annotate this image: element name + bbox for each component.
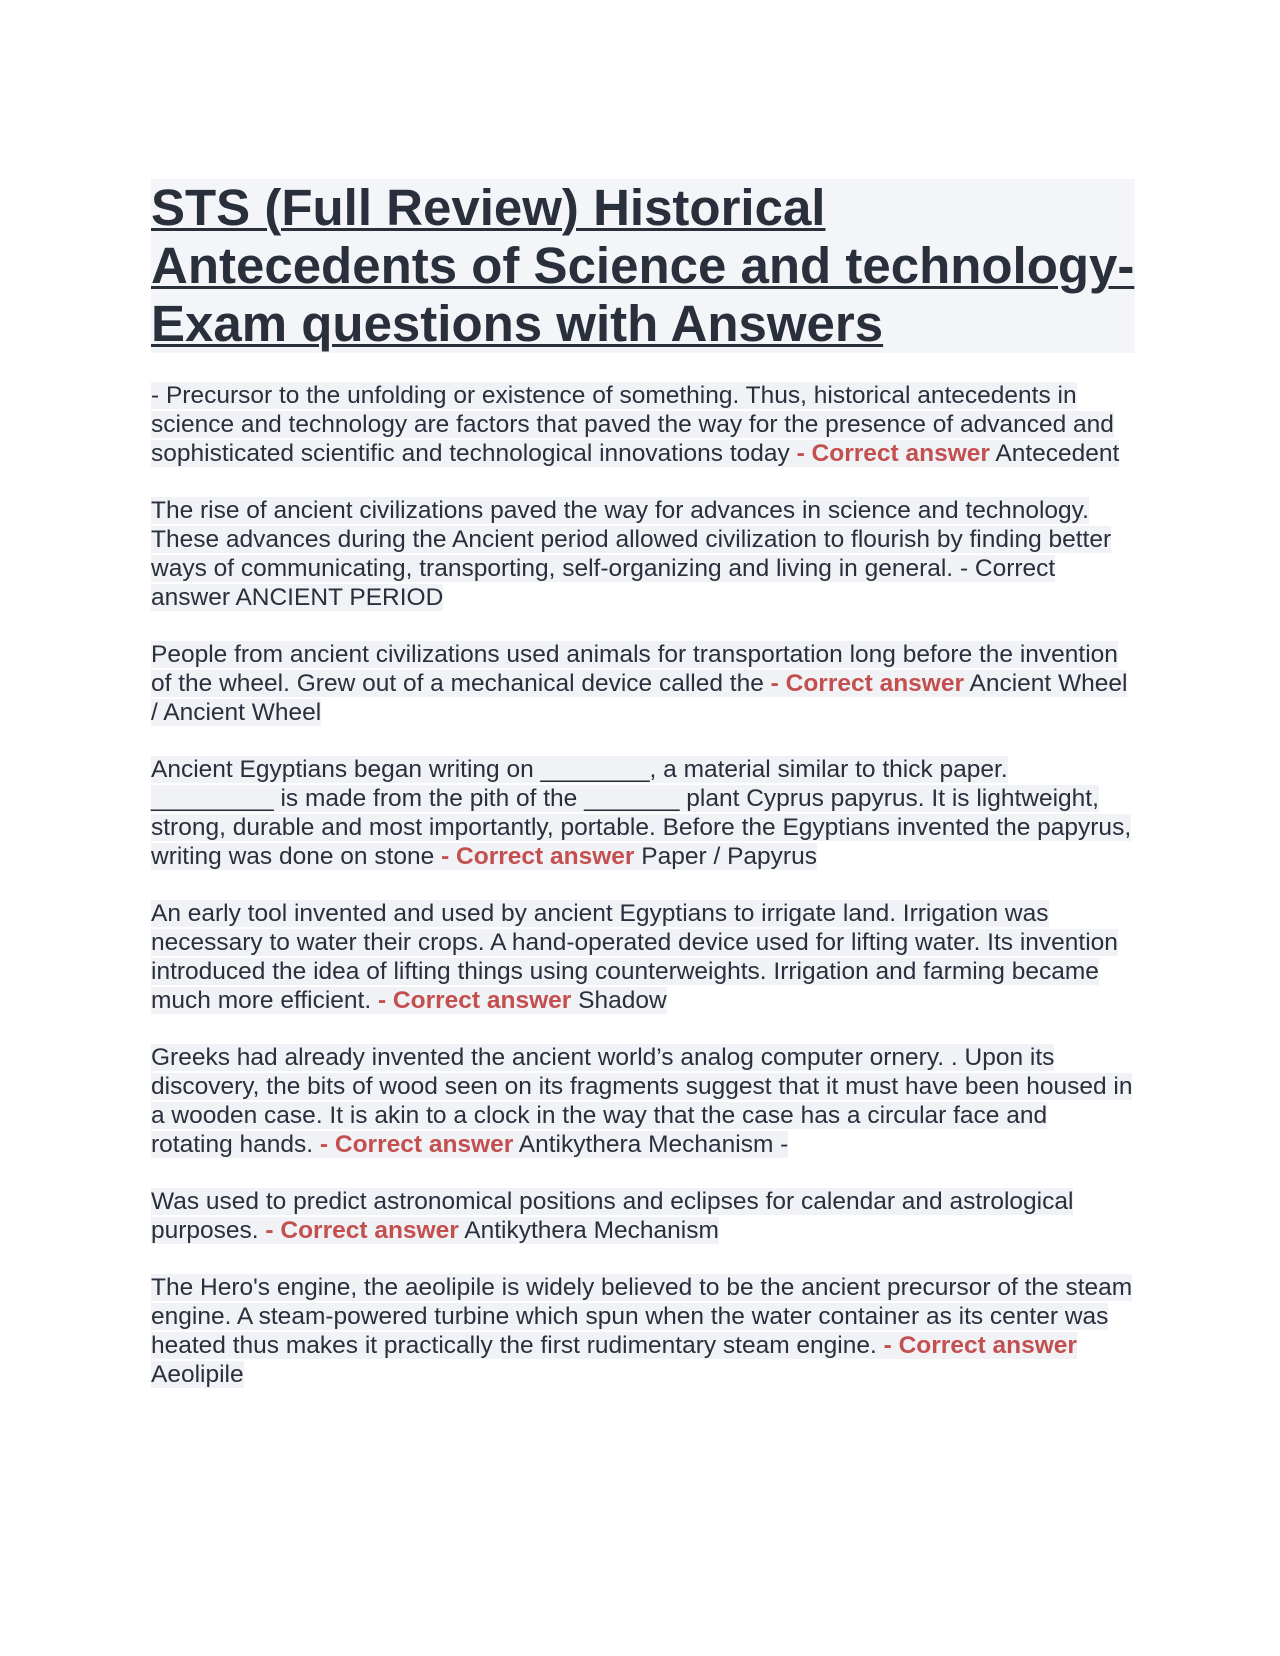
qa-item-7 — [151, 1187, 1135, 1245]
question-text: Ancient Egyptians began writing on ________, a material similar to thick paper. _________ is made from the pith of the _______ plant Cyprus papyrus. It is lightweight, strong, durable and most importantly, portable. Before the Egyptians invented the papyrus, writing was done on stone — [151, 756, 1132, 870]
correct-answer-label: - Correct answer — [796, 440, 990, 467]
question-text: An early tool invented and used by ancient Egyptians to irrigate land. Irrigation was necessary to water their crops. A hand-operated device used for lifting water. Its invention introduced the idea of lifting things using counterweights. Irrigation and farming became much more efficient. — [151, 900, 1118, 1014]
question-text: People from ancient civilizations used animals for transportation long before the invention of the wheel. Grew out of a mechanical device called the — [151, 641, 1118, 697]
answer-text: Ancient Wheel / Ancient Wheel — [151, 670, 1128, 726]
answer-text: Antikythera Mechanism — [464, 1217, 719, 1244]
correct-answer-label: - Correct answer — [265, 1217, 459, 1244]
answer-text: Shadow — [578, 987, 667, 1014]
correct-answer-label: - Correct answer — [319, 1131, 514, 1158]
correct-answer-label: - Correct answer — [883, 1332, 1077, 1359]
answer-text: Aeolipile — [151, 1361, 244, 1388]
question-text: Greeks had already invented the ancient world’s analog computer ornery. . Upon its discovery, the bits of wood seen on its fragments suggest that it must have been housed in a wooden case. It is akin to a clock in the way that the case has a circular face and rotating hands. — [151, 1044, 1133, 1158]
qa-item-5 — [151, 899, 1135, 1015]
qa-item-3 — [151, 640, 1135, 727]
document-title: STS (Full Review) Historical Antecedents of Science and technology-Exam questions with Answers — [151, 179, 1135, 352]
correct-answer-label: - Correct answer — [770, 670, 965, 697]
qa-item-1 — [151, 381, 1135, 468]
question-text: The rise of ancient civilizations paved the way for advances in science and technology. These advances during the Ancient period allowed civilization to flourish by finding better ways of communicating, transporting, self-organizing and living in general. — [151, 497, 1112, 582]
question-text: Was used to predict astronomical positions and eclipses for calendar and astrological purposes. — [151, 1188, 1074, 1244]
document-page — [151, 179, 1135, 1417]
correct-answer-label: - Correct answer — [151, 555, 1056, 611]
question-text: The Hero's engine, the aeolipile is widely believed to be the ancient precursor of the steam engine. A steam-powered turbine which spun when the water container as its center was heated thus makes it practically the first rudimentary steam engine. — [151, 1274, 1133, 1359]
qa-item-8 — [151, 1273, 1135, 1389]
correct-answer-label: - Correct answer — [441, 843, 635, 870]
qa-item-6 — [151, 1043, 1135, 1159]
correct-answer-label: - Correct answer — [377, 987, 572, 1014]
answer-text: Antikythera Mechanism - — [518, 1131, 789, 1158]
question-text: - Precursor to the unfolding or existence of something. Thus, historical antecedents in science and technology are factors that paved the way for the presence of advanced and sophisticated scientific and technological innovations today — [151, 382, 1114, 467]
answer-text: Antecedent — [995, 440, 1120, 467]
answer-text: Paper / Papyrus — [641, 843, 817, 870]
qa-item-4 — [151, 755, 1135, 871]
answer-text: ANCIENT PERIOD — [235, 584, 444, 611]
qa-item-2 — [151, 496, 1135, 612]
